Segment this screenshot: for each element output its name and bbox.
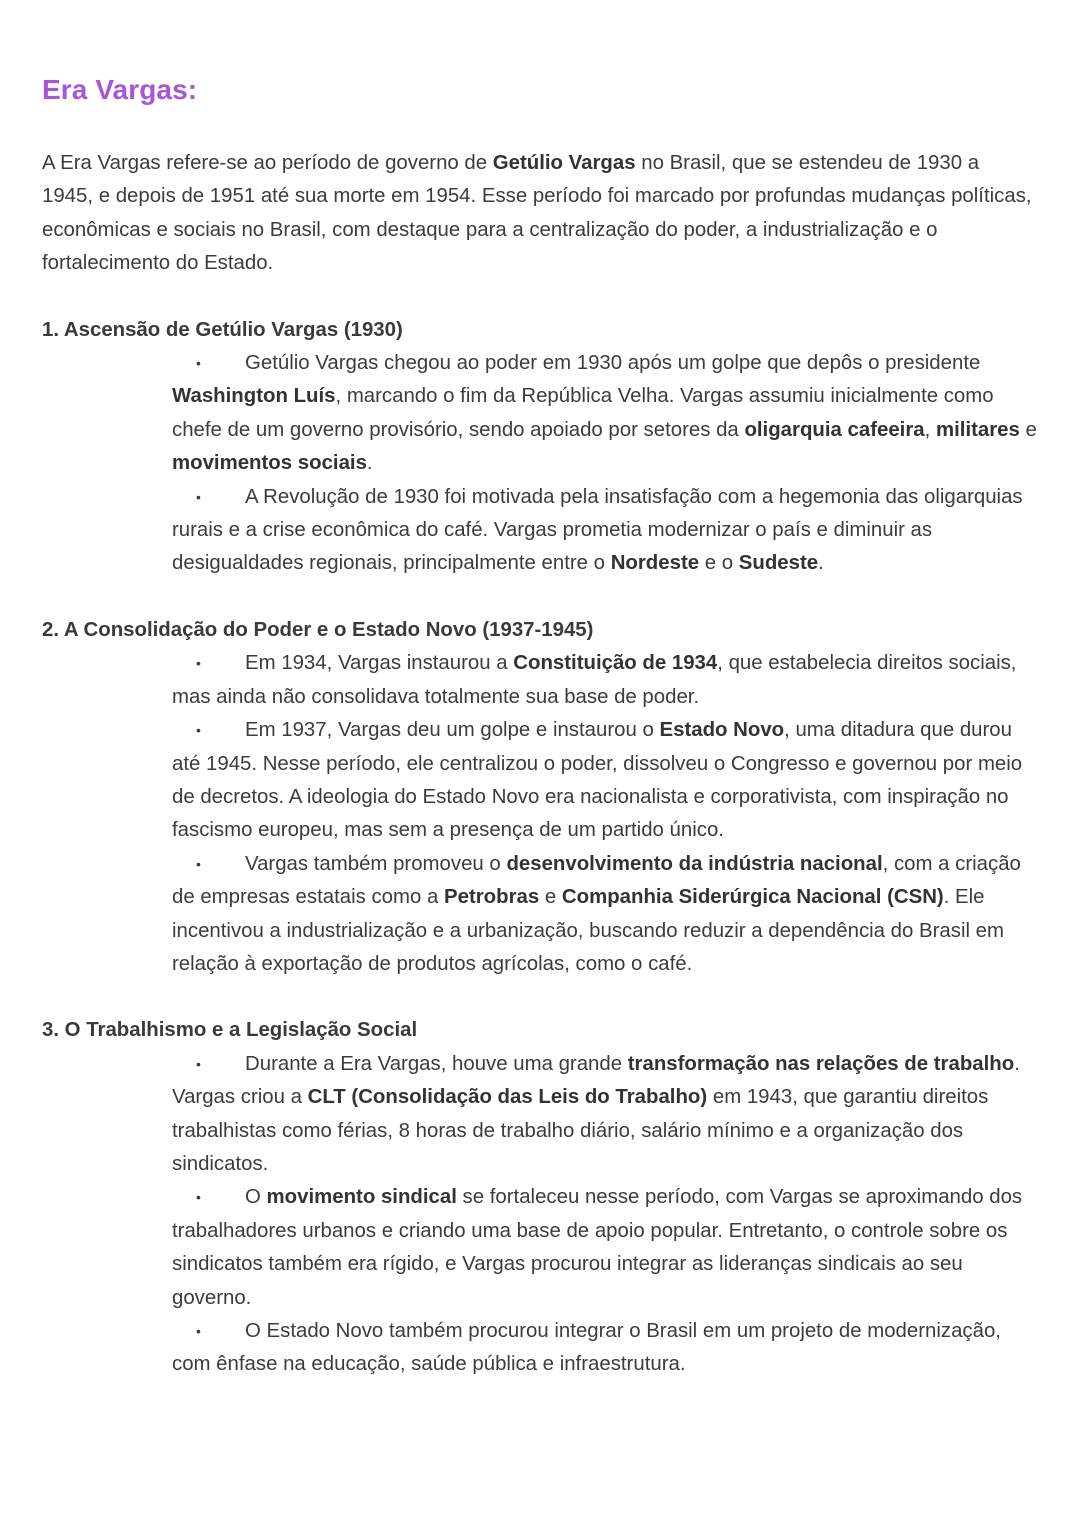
item-text: e o [699, 552, 739, 575]
item-text: , [924, 418, 936, 441]
item-text: . Ele incentivou a industrialização e a urbanização, buscando reduzir a dependência do Brasil em relação à exportação de produtos agrícolas, como o café. [172, 886, 1005, 975]
item-bold: Companhia Siderúrgica Nacional (CSN) [561, 886, 944, 909]
bullet-icon: • [196, 355, 201, 372]
item-text: Durante a Era Vargas, houve uma grande [245, 1052, 628, 1075]
item-text: A Revolução de 1930 foi motivada pela insatisfação com a hegemonia das oligarquias rurais e a crise econômica do café. Vargas prometia modernizar o país e diminuir as desigualdades regionais, principalmente entre o [172, 485, 1023, 575]
item-bold: movimento sindical [266, 1186, 457, 1209]
item-text: Em 1937, Vargas deu um golpe e instaurou o [245, 719, 660, 742]
bullet-icon: • [196, 1055, 201, 1072]
item-bold: Petrobras [444, 886, 540, 909]
item-bold: oligarquia cafeeira [744, 418, 925, 441]
item-text: , com a criação de empresas estatais como a [172, 852, 1021, 909]
item-text: O Estado Novo também procurou integrar o Brasil em um projeto de modernização, com ênfase na educação, saúde pública e infraestrutura. [172, 1320, 1001, 1376]
item-text: . [366, 452, 373, 475]
list-item [172, 481, 1042, 581]
bullet-icon: • [196, 1323, 201, 1339]
document-page [42, 70, 1042, 1382]
list-item [172, 647, 1042, 714]
item-bold: CLT (Consolidação das Leis do Trabalho) [307, 1086, 708, 1109]
item-text: . Vargas criou a [172, 1052, 1020, 1109]
item-bold: militares [935, 418, 1020, 441]
bullet-list [42, 647, 1042, 981]
section-estado-novo [42, 614, 1042, 981]
item-text: e [1019, 418, 1037, 441]
item-text: O [245, 1186, 267, 1209]
bullet-list [42, 347, 1042, 581]
item-text: Em 1934, Vargas instaurou a [245, 652, 514, 675]
item-bold: Washington Luís [172, 385, 336, 408]
bullet-icon: • [196, 1189, 201, 1206]
item-bold: desenvolvimento da indústria nacional [506, 852, 883, 875]
section-ascensao [42, 314, 1042, 581]
list-item [172, 714, 1042, 848]
item-bold: movimentos sociais [172, 452, 367, 475]
intro-text: A Era Vargas refere-se ao período de governo de [42, 152, 493, 174]
bullet-icon: • [196, 488, 201, 505]
bullet-list [42, 1048, 1042, 1382]
list-item [172, 1181, 1042, 1315]
item-bold: transformação nas relações de trabalho [627, 1052, 1015, 1075]
item-bold: Estado Novo [659, 719, 785, 742]
item-bold: Nordeste [610, 552, 700, 575]
item-text: Getúlio Vargas chegou ao poder em 1930 após um golpe que depôs o presidente [245, 352, 981, 375]
bullet-icon: • [196, 722, 201, 739]
list-item [172, 1048, 1042, 1182]
item-text: , uma ditadura que durou até 1945. Nesse período, ele centralizou o poder, dissolveu o Congresso e governou por meio de decretos. A ideologia do Estado Novo era nacionalista e corporativista, com inspiração no fascismo europeu, mas sem a presença de um partido único. [172, 719, 1023, 842]
intro-bold-getulio: Getúlio Vargas [492, 152, 636, 174]
section-heading: 2. A Consolidação do Poder e o Estado Novo (1937-1945) [42, 618, 594, 641]
section-heading: 1. Ascensão de Getúlio Vargas (1930) [42, 318, 403, 341]
bullet-icon: • [196, 655, 201, 672]
bullet-icon: • [196, 855, 201, 872]
item-text: e [539, 886, 562, 909]
section-trabalhismo [42, 1014, 1042, 1381]
page-title: Era Vargas: [42, 74, 198, 105]
intro-text: no Brasil, que se estendeu de 1930 a 1945, e depois de 1951 até sua morte em 1954. Esse período foi marcado por profundas mudanças políticas, econômicas e sociais no Brasil, com destaque para a centralização do poder, a industrialização e o fortalecimento do Estado. [42, 152, 1032, 275]
item-text: Vargas também promoveu o [245, 852, 507, 875]
item-text: se fortaleceu nesse período, com Vargas se aproximando dos trabalhadores urbanos e criando uma base de apoio popular. Entretanto, o controle sobre os sindicatos também era rígido, e Vargas procurou integrar as lideranças sindicais ao seu governo. [172, 1186, 1023, 1309]
list-item [172, 347, 1042, 481]
item-text: . [818, 552, 824, 575]
section-heading: 3. O Trabalhismo e a Legislação Social [42, 1019, 418, 1042]
intro-paragraph [42, 147, 1032, 281]
item-bold: Sudeste [738, 552, 819, 575]
item-text: em 1943, que garantiu direitos trabalhistas como férias, 8 horas de trabalho diário, salário mínimo e a organização dos sindicatos. [172, 1086, 989, 1175]
list-item [172, 1315, 1042, 1382]
item-text: , marcando o fim da República Velha. Vargas assumiu inicialmente como chefe de um governo provisório, sendo apoiado por setores da [172, 385, 994, 441]
list-item [172, 848, 1042, 982]
item-text: , que estabelecia direitos sociais, mas ainda não consolidava totalmente sua base de poder. [172, 652, 1017, 708]
item-bold: Constituição de 1934 [513, 652, 718, 675]
